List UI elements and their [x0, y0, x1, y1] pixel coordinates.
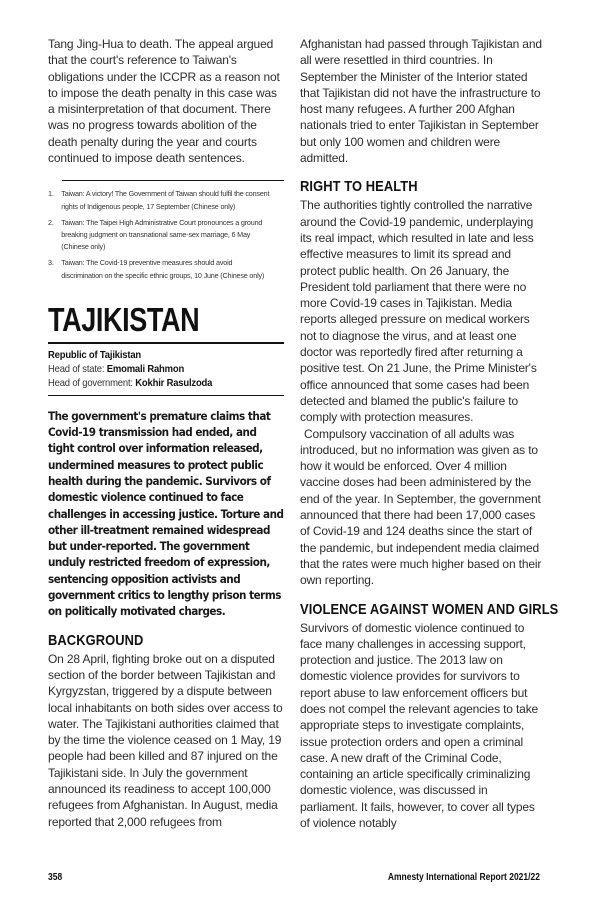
head-of-state-label: Head of state: — [48, 362, 107, 375]
head-of-state-value: Emomali Rahmon — [106, 362, 185, 375]
footnote-item — [48, 257, 272, 281]
footnote-number: 1. — [48, 189, 54, 199]
facts-rule — [48, 395, 284, 396]
continued-paragraph: Afghanistan had passed through Tajikistan and all were resettled in third countries. In September the Minister of the Interior stated that Tajikistan did not have the infrastructure to host many refugees. A further 200 Afghan nationals tried to enter Tajikistan in September but only 100 women and children were admitted. — [300, 37, 542, 166]
health-paragraph-1: The authorities tightly controlled the narrative around the Covid-19 pandemic, underplaying its real impact, which resulted in late and less effective measures to limit its spread and protect public health. On 26 January, the President told parliament that there were no more Covid-19 cases in Tajikistan. Media reports alleged pressure on medical workers not to diagnose the virus, and at least one doctor was reportedly fired after returning a positive test. On 21 June, the Prime Minister's office announced that some cases had been detected and blamed the public's failure to comply with protection measures. — [300, 198, 537, 425]
background-paragraph: On 28 April, fighting broke out on a disputed section of the border between Tajikistan and Kyrgyzstan, triggered by a dispute between local inhabitants on both sides over access to water. The Tajikistani authorities claimed that by the time the violence ceased on 1 May, 19 people had been killed and 87 injured on the Tajikistani side. In July the government announced its readiness to accept 100,000 refugees from Afghanistan. In August, media reported that 2,000 refugees from — [48, 651, 283, 829]
title-rule — [48, 342, 284, 344]
right-column — [300, 36, 559, 831]
background-heading: BACKGROUND — [48, 631, 144, 649]
violence-paragraph: Survivors of domestic violence continued to face many challenges in accessing support, protection and justice. The 2013 law on domestic violence provides for survivors to report abuse to law enforcement officers but does not compel the relevant agencies to take appropriate steps to investigate complaints, issue protection orders and open a criminal case. A new draft of the Criminal Code, containing an article specifically criminalizing domestic violence, was discussed in parliament. It fails, however, to cover all types of violence notably — [300, 620, 539, 831]
footnote-item — [48, 217, 272, 254]
footnote-item — [48, 188, 272, 212]
head-of-government-label: Head of government: — [48, 376, 136, 389]
footnotes-list — [48, 188, 284, 281]
violence-heading: VIOLENCE AGAINST WOMEN AND GIRLS — [300, 600, 559, 618]
country-facts — [48, 348, 284, 390]
head-of-government-value: Kokhir Rasulzoda — [135, 376, 213, 389]
footnote-text: Taiwan: The Covid-19 preventive measures should avoid discrimination on the specific ethnic groups, 10 June (Chinese only) — [61, 258, 265, 280]
footnote-text: Taiwan: The Taipei High Administrative Court pronounces a ground breaking judgment on transnational same-sex marriage, 6 May (Chinese only) — [61, 217, 263, 252]
footnote-number: 2. — [48, 217, 54, 227]
intro-paragraph: Tang Jing-Hua to death. The appeal argued that the court's reference to Taiwan's obligations under the ICCPR as a reason not to impose the death penalty in this case was a misinterpretation of that document. There was no progress towards abolition of the death penalty during the year and courts continued to impose death sentences. — [48, 37, 280, 166]
head-of-state-row — [48, 362, 260, 376]
right-to-health-heading: RIGHT TO HEALTH — [300, 178, 418, 196]
footnote-number: 3. — [48, 258, 54, 268]
page-number: 358 — [48, 872, 63, 883]
country-title: TAJIKISTAN — [48, 300, 200, 338]
publication-footer: Amnesty International Report 2021/22 — [387, 872, 540, 883]
head-of-government-row — [48, 376, 260, 390]
health-paragraph-2: Compulsory vaccination of all adults was introduced, but no information was given as to how it would be enforced. Over 4 million vaccine doses had been administered by the end of the year. In September, the government announced that there had been 17,000 cases of Covid-19 and 124 deaths since the start of the pandemic, but independent media claimed that the rates were much higher based on their own reporting. — [300, 426, 542, 588]
footnote-text: Taiwan: A victory! The Government of Taiwan should fulfil the consent rights of Indigenous people, 17 September (Chinese only) — [61, 189, 270, 211]
official-name: Republic of Tajikistan — [48, 348, 142, 361]
summary-paragraph: The government's premature claims that Covid-19 transmission had ended, and tight control over information released, undermined measures to protect public health during the pandemic. Survivors of domestic violence continued to face challenges in accessing justice. Torture and other ill-treatment remained widespread but under-reported. The government unduly restricted freedom of expression, sentencing opposition activists and government critics to lengthy prison terms on politically motivated charges. — [48, 408, 284, 619]
left-column — [48, 36, 284, 830]
footnote-divider — [62, 180, 284, 181]
